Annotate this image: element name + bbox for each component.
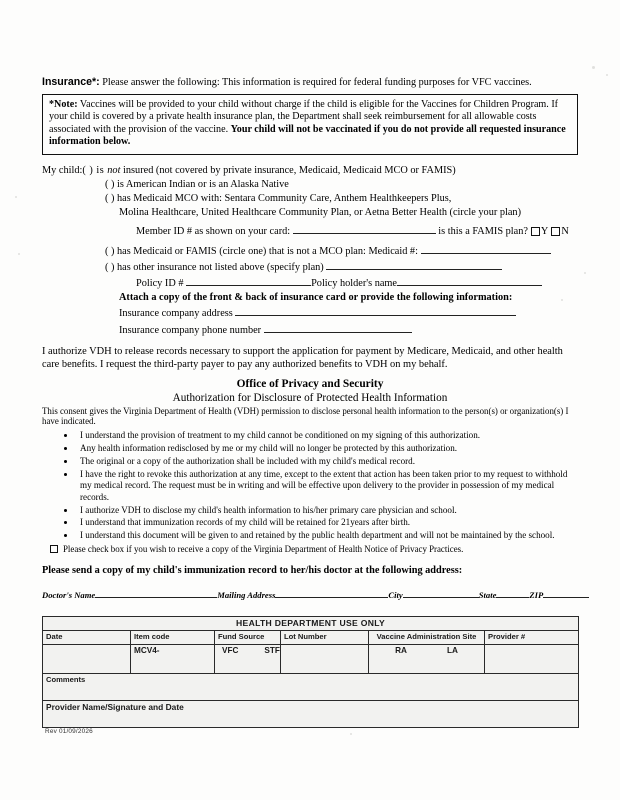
scan-speck (606, 74, 608, 76)
policy-id-input[interactable] (186, 275, 311, 286)
cell-provider-signature[interactable]: Provider Name/Signature and Date (43, 700, 579, 727)
scan-speck (18, 253, 20, 255)
other-plan-input[interactable] (326, 259, 502, 270)
insurance-label: Insurance*: (42, 76, 100, 88)
cell-comments[interactable]: Comments (43, 673, 579, 700)
option-native-label[interactable]: ( ) is American Indian or is an Alaska Native (105, 178, 289, 190)
policy-id-label: Policy ID # (136, 278, 184, 290)
child-insurance-options (42, 164, 578, 338)
cell-item-code[interactable]: MCV4- (131, 644, 215, 673)
famis-yes-checkbox[interactable] (531, 227, 540, 236)
table-row (43, 644, 579, 673)
insurance-header-text: Please answer the following: This information is required for federal funding purposes for VFC vaccines. (102, 77, 532, 88)
option-mco-row[interactable] (42, 192, 578, 206)
privacy-office-subtitle: Authorization for Disclosure of Protected Health Information (172, 391, 448, 404)
list-item: • I have the right to revoke this authorization at any time, except to the extent that action has been taken prior to my request to withhold my medical record. The request must be in writing and will be effective upon delivery to the provider in possession of my medical records. (76, 469, 578, 504)
health-department-title: HEALTH DEPARTMENT USE ONLY (43, 616, 579, 630)
send-copy-instruction: Please send a copy of my child's immunization record to her/his doctor at the following address: (42, 564, 463, 576)
privacy-notice-checkbox-row[interactable] (42, 544, 578, 555)
mailing-address-label: Mailing Address (217, 589, 276, 600)
note-bold-text: Your child will not be vaccinated if you do not provide all requested insurance information below. (49, 123, 566, 148)
insurance-header (42, 76, 578, 89)
list-item: • The original or a copy of the authorization shall be included with my child's medical record. (76, 456, 578, 468)
fund-source-stf[interactable]: STF (264, 645, 280, 655)
table-row (43, 700, 579, 727)
scan-speck (584, 272, 586, 274)
state-label: State (478, 589, 497, 600)
table-row (43, 630, 579, 644)
state-input[interactable] (496, 587, 529, 598)
note-text: Vaccines will be provided to your child without charge if the child is eligible for the Vaccines for Children Program. If your child is covered by a private health insurance plan, the Department shall seek reimbursement for all allowable costs associated with the provision of the vaccine. (49, 99, 559, 135)
form-content (42, 76, 578, 728)
list-item: • I understand this document will be given to and retained by the public health department and will not be maintained by the school. (76, 530, 578, 542)
option-not-insured-label: insured (not covered by private insurance, Medicaid, Medicaid MCO or FAMIS) (120, 164, 456, 176)
option-not-insured-row[interactable] (42, 164, 578, 178)
column-header-fund-source: Fund Source (215, 630, 281, 644)
list-item: • I authorize VDH to disclose my child's health information to his/her primary care physician and school. (76, 505, 578, 517)
option-mco-row-line2 (42, 206, 578, 220)
famis-no-label: N (561, 226, 569, 238)
list-item: • I understand that immunization records of my child will be retained for 21years after birth. (76, 517, 578, 529)
insurance-phone-row (42, 322, 578, 338)
medicaid-number-input[interactable] (421, 243, 551, 254)
consent-paragraph: This consent gives the Virginia Department of Health (VDH) permission to disclose personal health information to the person(s) or organization(s) I have indicated. (42, 405, 569, 427)
doctor-address-line (42, 587, 578, 600)
column-header-item-code: Item code (131, 630, 215, 644)
policy-holder-input[interactable] (397, 275, 542, 286)
revision-stamp: Rev 01/09/2026 (45, 728, 93, 735)
insurance-address-label: Insurance company address (119, 308, 233, 320)
zip-label: ZIP (529, 589, 544, 600)
column-header-vaccine-site: Vaccine Administration Site (369, 630, 485, 644)
option-medicaid-famis-row[interactable] (42, 240, 578, 259)
insurance-phone-label: Insurance company phone number (119, 324, 262, 336)
insurance-address-row (42, 305, 578, 321)
scan-speck (350, 733, 352, 735)
doctor-name-input[interactable] (95, 587, 217, 598)
not-italic: not (107, 164, 121, 176)
option-mco-label-line2: Molina Healthcare, United Healthcare Community Plan, or Aetna Better Health (circle your plan) (119, 207, 522, 219)
policy-row (42, 275, 578, 291)
option-other-insurance-label[interactable]: ( ) has other insurance not listed above (specify plan) (105, 261, 324, 273)
member-id-label: Member ID # as shown on your card: (136, 226, 291, 238)
attach-card-row (42, 291, 578, 305)
famis-no-checkbox[interactable] (551, 227, 560, 236)
mailing-address-input[interactable] (275, 587, 388, 598)
member-id-input[interactable] (293, 223, 436, 234)
site-la[interactable]: LA (446, 645, 458, 655)
privacy-office-title: Office of Privacy and Security (236, 377, 384, 390)
fund-source-vfc[interactable]: VFC (222, 645, 239, 655)
note-box (42, 94, 578, 155)
insurance-address-input[interactable] (235, 305, 516, 316)
table-row (43, 673, 579, 700)
table-row (43, 616, 579, 630)
member-id-row (42, 220, 578, 239)
list-item: • Any health information redisclosed by me or my child will no longer be protected by this authorization. (76, 443, 578, 455)
option-medicaid-famis-label[interactable]: ( ) has Medicaid or FAMIS (circle one) that is not a MCO plan: Medicaid #: (105, 245, 418, 257)
privacy-notice-label: Please check box if you wish to receive a copy of the Virginia Department of Health Notice of Privacy Practices. (63, 543, 464, 554)
cell-lot-number[interactable] (281, 644, 369, 673)
scan-speck (592, 66, 595, 69)
zip-input[interactable] (543, 587, 589, 598)
policy-holder-label: Policy holder's name (311, 278, 397, 290)
scan-speck (15, 196, 17, 198)
doctor-name-label: Doctor's Name (42, 589, 96, 600)
column-header-provider: Provider # (485, 630, 579, 644)
privacy-bullet-list (42, 430, 578, 541)
cell-vaccine-site[interactable] (369, 644, 485, 673)
note-lead: *Note: (49, 99, 78, 110)
site-ra[interactable]: RA (395, 645, 407, 655)
option-not-insured-checkbox[interactable]: ( ) is (82, 164, 108, 176)
option-mco-label-line1[interactable]: ( ) has Medicaid MCO with: Sentara Community Care, Anthem Healthkeepers Plus, (105, 193, 452, 205)
cell-fund-source[interactable] (215, 644, 281, 673)
list-item: • I understand the provision of treatment to my child cannot be conditioned on my signing of this authorization. (76, 430, 578, 442)
attach-card-label: Attach a copy of the front & back of insurance card or provide the following information: (119, 292, 513, 304)
famis-yes-label: Y (540, 226, 549, 238)
column-header-date: Date (43, 630, 131, 644)
privacy-notice-checkbox[interactable] (50, 545, 58, 553)
my-child-prefix: My child: (42, 164, 83, 176)
option-native-row[interactable] (42, 178, 578, 192)
cell-date[interactable] (43, 644, 131, 673)
column-header-lot-number: Lot Number (281, 630, 369, 644)
cell-provider[interactable] (485, 644, 579, 673)
authorization-paragraph: I authorize VDH to release records necessary to support the application for payment by Medicare, Medicaid, and other health care benefits. I request the third-party payer to pay any authorized benefits to VDH on my behalf. (42, 345, 563, 371)
city-label: City (388, 589, 403, 600)
insurance-phone-input[interactable] (264, 322, 412, 333)
city-input[interactable] (403, 587, 479, 598)
famis-question-label: is this a FAMIS plan? (438, 226, 528, 238)
option-other-insurance-row[interactable] (42, 259, 578, 275)
health-department-table (42, 616, 579, 728)
